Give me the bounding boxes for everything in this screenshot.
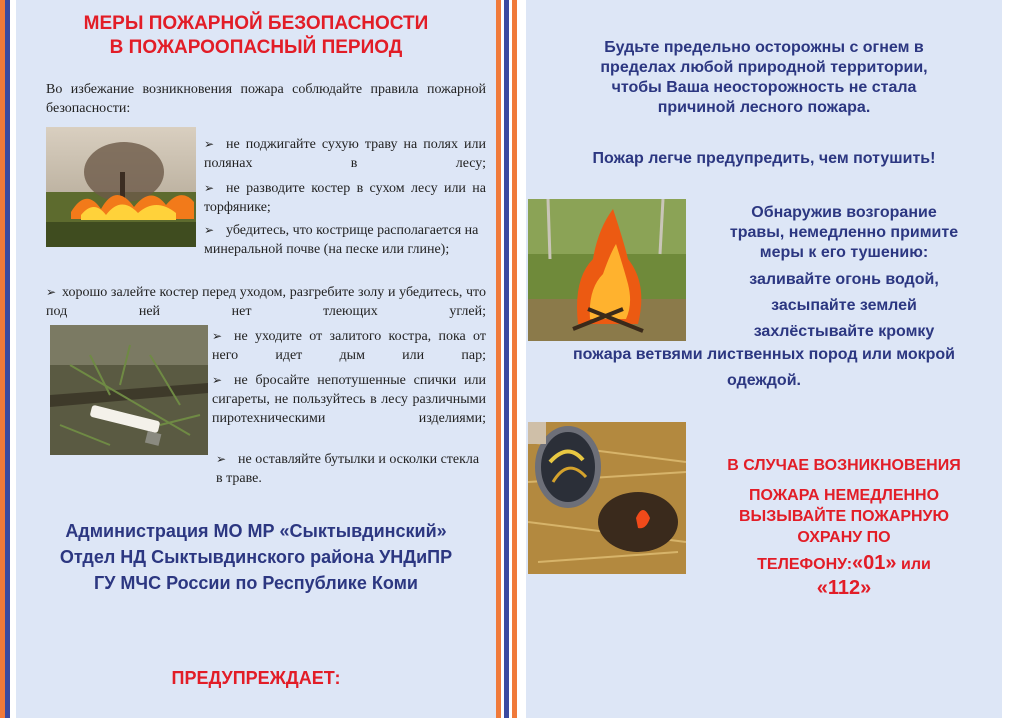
rule-item: ➢ не поджигайте сухую траву на полях или полянах в лесу; (204, 137, 486, 171)
left-panel (16, 0, 496, 718)
arrow-bullet-icon: ➢ (212, 329, 223, 343)
rule-list-top (204, 135, 486, 223)
signature-block (16, 518, 496, 596)
signature-line-1: Администрация МО МР «Сыктывдинский» (65, 521, 447, 541)
left-edge-stripe-blue (5, 0, 10, 718)
arrow-bullet-icon: ➢ (212, 373, 223, 387)
rule-item: ➢ не уходите от залитого костра, пока от него идет дым или пар; (212, 329, 486, 363)
phone-line: ТЕЛЕФОНУ:«01» или (757, 552, 931, 574)
arrow-bullet-icon: ➢ (216, 452, 227, 466)
phone-01: «01» (852, 552, 897, 574)
prevention-slogan: Пожар легче предупредить, чем потушить! (592, 150, 936, 167)
signature-line-2: Отдел НД Сыктывдинского района УНДиПР (59, 547, 453, 567)
fold-stripe-orange (496, 0, 501, 718)
page-title (16, 12, 496, 60)
signature-line-3: ГУ МЧС России по Республике Коми (94, 573, 418, 593)
warns-heading: ПРЕДУПРЕЖДАЕТ: (171, 668, 341, 688)
fold-stripe-orange (512, 0, 517, 718)
phone-112: «112» (816, 577, 872, 599)
magnifier-fire-photo (528, 422, 686, 574)
caution-text: Будьте предельно осторожны с огнем в пределах любой природной территории, чтобы Ваша неосторожность не стала причиной лесного пожара. (600, 39, 928, 116)
detect-instructions: Обнаружив возгорание травы, немедленно примите меры к его тушению: (729, 204, 959, 261)
right-panel (526, 0, 1002, 718)
rule-item: ➢ не оставляйте бутылки и осколки стекла в траве. (216, 452, 480, 486)
extinguish-actions-continued: пожара ветвями лиственных пород или мокрой одеждой. (572, 346, 956, 389)
arrow-bullet-icon: ➢ (204, 137, 215, 151)
fold-stripe-blue (504, 0, 509, 718)
title-line-2: В ПОЖАРООПАСНЫЙ ПЕРИОД (109, 37, 403, 58)
arrow-bullet-icon: ➢ (204, 181, 215, 195)
rule-list-middle (212, 327, 486, 434)
cigarette-photo (50, 325, 208, 455)
arrow-bullet-icon: ➢ (46, 285, 57, 299)
rule-item: ➢ убедитесь, что кострище располагается на минеральной почве (на песке или глине); (204, 223, 479, 257)
rule-item: ➢ не бросайте непотушенные спички или сигареты, не пользуйтесь в лесу различными пиротехническими изделиями; (212, 373, 486, 426)
campfire-photo (528, 199, 686, 341)
arrow-bullet-icon: ➢ (204, 223, 215, 237)
title-line-1: МЕРЫ ПОЖАРНОЙ БЕЗОПАСНОСТИ (83, 13, 429, 34)
rule-item: ➢ не разводите костер в сухом лесу или на торфянике; (204, 181, 486, 215)
rule-item: ➢ хорошо залейте костер перед уходом, разгребите золу и убедитесь, что под ней нет тлеющих углей; (46, 285, 486, 319)
intro-text: Во избежание возникновения пожара соблюдайте правила пожарной безопасности: (46, 82, 486, 116)
extinguish-actions: заливайте огонь водой, засыпайте землей захлёстывайте кромку (749, 271, 939, 340)
emergency-callout: В СЛУЧАЕ ВОЗНИКНОВЕНИЯ ПОЖАРА НЕМЕДЛЕННО ВЫЗЫВАЙТЕ ПОЖАРНУЮ ОХРАНУ ПО ТЕЛЕФОНУ:«01» или «112» (686, 455, 1002, 599)
